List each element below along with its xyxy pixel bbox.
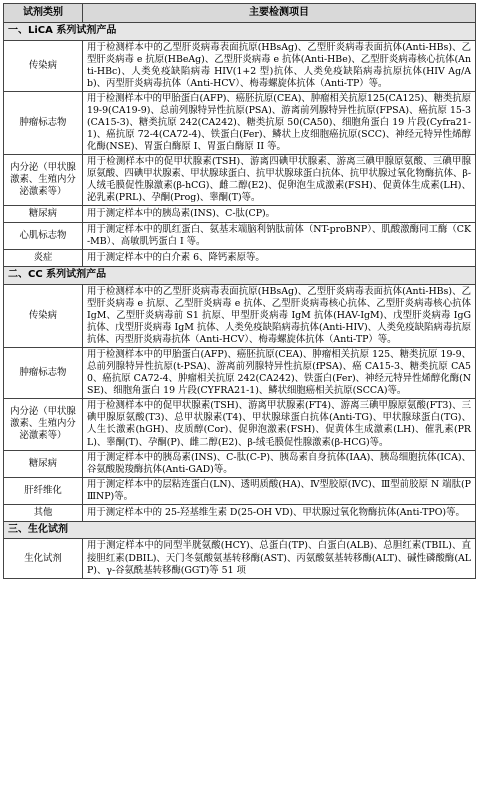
row-category: 肿瘤标志物 bbox=[4, 348, 83, 399]
row-description: 用于检测样本中的甲胎蛋白(AFP)、癌胚抗原(CEA)、肿瘤相关抗原125(CA125)、糖类抗原 19-9(CA19-9)、总前列腺特异性抗原(PSA)、游离前列腺特异性抗原(FPSA)、癌抗原 15-3(CA15-3)、糖类抗原 242(CA242)、糖类抗原 50(CA50)、细胞角蛋白 19 片段(Cyfra21-1)、癌抗原 72-4(CA72-4)、铁蛋白(Fer)、鳞状上皮细胞癌抗原(SCC)、神经元特异性烯醇化酶(NSE)、胃蛋白酶原 I、胃蛋白酶原 II 等。 bbox=[83, 91, 476, 154]
row-category: 内分泌（甲状腺激素、生殖内分泌激素等） bbox=[4, 399, 83, 450]
row-category: 心肌标志物 bbox=[4, 223, 83, 250]
table-row bbox=[4, 399, 476, 450]
row-category: 肝纤维化 bbox=[4, 477, 83, 504]
row-description: 用于测定样本中的同型半胱氨酸(HCY)、总蛋白(TP)、白蛋白(ALB)、总胆红素(TBIL)、直接胆红素(DBIL)、天门冬氨酸氨基转移酶(AST)、丙氨酸氨基转移酶(ALT)、碱性磷酸酶(ALP)、γ-谷氨酰基转移酶(GGT)等 51 项 bbox=[83, 539, 476, 578]
row-category: 传染病 bbox=[4, 40, 83, 91]
section-title: 一、LiCA 系列试剂产品 bbox=[4, 23, 476, 41]
row-category: 糖尿病 bbox=[4, 206, 83, 223]
table-row bbox=[4, 250, 476, 267]
row-category: 糖尿病 bbox=[4, 450, 83, 477]
row-description: 用于检测样本中的促甲状腺素(TSH)、游离四碘甲状腺素、游离三碘甲腺原氨酸、三碘甲腺原氨酸、四碘甲状腺素、甲状腺球蛋白、抗甲状腺球蛋白抗体、抗甲状腺过氧化物酶抗体、β-人绒毛膜促性腺激素(β-hCG)、雌二醇(E2)、促卵泡生成激素(FSH)、促黄体生成素(LH)、泌乳素(PRL)、孕酮(Prog)、睾酮(T)等。 bbox=[83, 155, 476, 206]
row-description: 用于检测样本中的促甲状腺素(TSH)、游离甲状腺素(FT4)、游离三碘甲腺原氨酸(FT3)、三碘甲腺原氨酸(T3)、总甲状腺素(T4)、甲状腺球蛋白抗体(Anti-TG)、甲状腺球蛋白(TG)、人生长激素(hGH)、皮质醇(Cor)、促卵泡激素(FSH)、促黄体生成激素(LH)、催乳素(PRL)、睾酮(T)、孕酮(P)、雌二醇(E2)、β-绒毛膜促性腺激素(β-HCG)等。 bbox=[83, 399, 476, 450]
row-category: 生化试剂 bbox=[4, 539, 83, 578]
row-category: 肿瘤标志物 bbox=[4, 91, 83, 154]
row-category: 传染病 bbox=[4, 285, 83, 348]
section-title-row bbox=[4, 267, 476, 285]
row-description: 用于测定样本中的白介素 6、降钙素原等。 bbox=[83, 250, 476, 267]
table-row bbox=[4, 285, 476, 348]
row-description: 用于测定样本中的胰岛素(INS)、C-肽(C-P)、胰岛素自身抗体(IAA)、胰岛细胞抗体(ICA)、谷氨酸脱羧酶抗体(Anti-GAD)等。 bbox=[83, 450, 476, 477]
row-category: 其他 bbox=[4, 504, 83, 521]
table-row bbox=[4, 91, 476, 154]
table-row bbox=[4, 40, 476, 91]
section-title-row bbox=[4, 23, 476, 41]
table-row bbox=[4, 539, 476, 578]
section-title-row bbox=[4, 521, 476, 539]
row-description: 用于检测样本中的乙型肝炎病毒表面抗原(HBsAg)、乙型肝炎病毒表面抗体(Anti-HBs)、乙型肝炎病毒 e 抗原(HBeAg)、乙型肝炎病毒 e 抗体(Anti-HBe)、乙型肝炎病毒核心抗体(Anti-HBc)、人类免疫缺陷病毒 HIV(1+2 型)抗体、人类免疫缺陷病毒抗原抗体(HIV Ag/Ab)、丙型肝炎病毒抗体（Anti-HCV）、梅毒螺旋体抗体（Anti-TP）等。 bbox=[83, 40, 476, 91]
row-description: 用于检测样本中的乙型肝炎病毒表面抗原(HBsAg)、乙型肝炎病毒表面抗体(Anti-HBs)、乙型肝炎病毒 e 抗原、乙型肝炎病毒 e 抗体、乙型肝炎病毒核心抗体、乙型肝炎病毒核心抗体 IgM、乙型肝炎病毒前 S1 抗原、甲型肝炎病毒 IgM 抗体(HAV-IgM)、戊型肝炎病毒 IgG 抗体、戊型肝炎病毒 IgM 抗体、人类免疫缺陷病毒抗体(Anti-HIV)、人类免疫缺陷病毒抗原抗体、丙型肝炎病毒抗体（Anti-HCV）、梅毒螺旋体抗体（Anti-TP）等。 bbox=[83, 285, 476, 348]
row-description: 用于检测样本中的甲胎蛋白(AFP)、癌胚抗原(CEA)、肿瘤相关抗原 125、糖类抗原 19-9、总前列腺特异性抗原(t-PSA)、游离前列腺特异性抗原(fPSA)、癌 CA15-3、糖类抗原 CA50、癌抗原 CA72-4、肿瘤相关抗原 242(CA242)、铁蛋白(Fer)、神经元特异性烯醇化酶(NSE)、细胞角蛋白 19 片段(CYFRA21-1)、鳞状细胞癌相关抗原(SCCA)等。 bbox=[83, 348, 476, 399]
row-category: 炎症 bbox=[4, 250, 83, 267]
row-description: 用于测定样本中的胰岛素(INS)、C-肽(CP)。 bbox=[83, 206, 476, 223]
table-row bbox=[4, 155, 476, 206]
section-title: 三、生化试剂 bbox=[4, 521, 476, 539]
table-header-row bbox=[4, 4, 476, 23]
table-row bbox=[4, 450, 476, 477]
table-row bbox=[4, 223, 476, 250]
table-row bbox=[4, 504, 476, 521]
row-description: 用于测定样本中的 25-羟基维生素 D(25-OH VD)、甲状腺过氧化物酶抗体(Anti-TPO)等。 bbox=[83, 504, 476, 521]
row-description: 用于测定样本中的层粘连蛋白(LN)、透明质酸(HA)、Ⅳ型胶原(ⅣC)、Ⅲ型前胶原 N 端肽(PⅢNP)等。 bbox=[83, 477, 476, 504]
header-items: 主要检测项目 bbox=[83, 4, 476, 23]
detection-items-table bbox=[3, 3, 476, 579]
row-category: 内分泌（甲状腺激素、生殖内分泌激素等） bbox=[4, 155, 83, 206]
header-category: 试剂类别 bbox=[4, 4, 83, 23]
section-title: 二、CC 系列试剂产品 bbox=[4, 267, 476, 285]
table-row bbox=[4, 477, 476, 504]
table-row bbox=[4, 206, 476, 223]
row-description: 用于测定样本中的肌红蛋白、氨基末端脑利钠肽前体（NT-proBNP）、肌酸激酶同工酶（CK-MB）、高敏肌钙蛋白 I 等。 bbox=[83, 223, 476, 250]
table-row bbox=[4, 348, 476, 399]
